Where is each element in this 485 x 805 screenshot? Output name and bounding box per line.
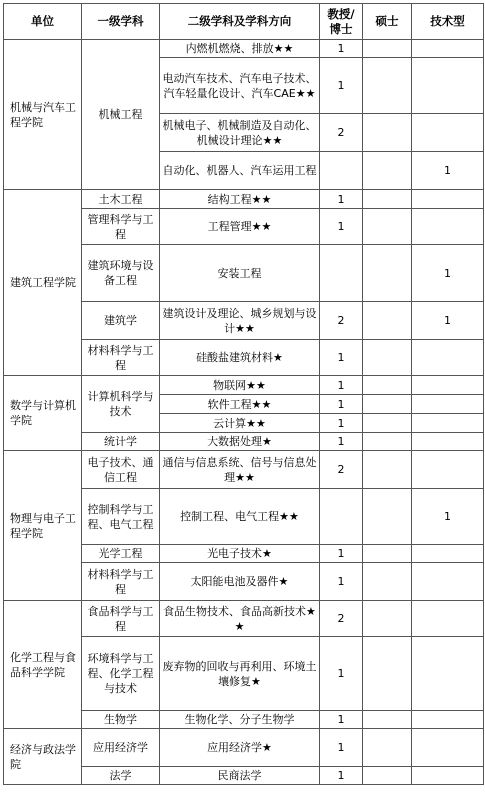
technical-count-cell bbox=[412, 414, 484, 433]
secondary-discipline-cell: 生物化学、分子生物学 bbox=[160, 711, 320, 729]
secondary-discipline-cell: 控制工程、电气工程★★ bbox=[160, 489, 320, 545]
professor-count-cell: 1 bbox=[320, 563, 363, 601]
professor-count-cell: 2 bbox=[320, 302, 363, 340]
table-row bbox=[4, 451, 484, 489]
secondary-discipline-cell: 建筑设计及理论、城乡规划与设计★★ bbox=[160, 302, 320, 340]
secondary-discipline-cell: 通信与信息系统、信号与信息处理★★ bbox=[160, 451, 320, 489]
master-count-cell bbox=[363, 376, 412, 395]
professor-count-cell: 1 bbox=[320, 433, 363, 451]
technical-count-cell bbox=[412, 545, 484, 563]
secondary-discipline-cell: 物联网★★ bbox=[160, 376, 320, 395]
technical-count-cell bbox=[412, 114, 484, 152]
primary-discipline-cell: 生物学 bbox=[82, 711, 160, 729]
master-count-cell bbox=[363, 451, 412, 489]
technical-count-cell bbox=[412, 340, 484, 376]
secondary-discipline-cell: 电动汽车技术、汽车电子技术、汽车轻量化设计、汽车CAE★★ bbox=[160, 58, 320, 114]
master-count-cell bbox=[363, 545, 412, 563]
primary-discipline-cell: 环境科学与工程、化学工程与技术 bbox=[82, 637, 160, 711]
master-count-cell bbox=[363, 601, 412, 637]
technical-count-cell bbox=[412, 40, 484, 58]
secondary-discipline-cell: 软件工程★★ bbox=[160, 395, 320, 414]
professor-count-cell: 1 bbox=[320, 376, 363, 395]
professor-count-cell: 2 bbox=[320, 601, 363, 637]
unit-cell: 经济与政法学院 bbox=[4, 729, 82, 785]
master-count-cell bbox=[363, 395, 412, 414]
master-count-cell bbox=[363, 245, 412, 302]
unit-cell: 机械与汽车工程学院 bbox=[4, 40, 82, 190]
primary-discipline-cell: 土木工程 bbox=[82, 190, 160, 209]
technical-count-cell bbox=[412, 451, 484, 489]
master-count-cell bbox=[363, 40, 412, 58]
primary-discipline-cell: 管理科学与工程 bbox=[82, 209, 160, 245]
table-row bbox=[4, 601, 484, 637]
primary-discipline-cell: 建筑学 bbox=[82, 302, 160, 340]
secondary-discipline-cell: 云计算★★ bbox=[160, 414, 320, 433]
primary-discipline-cell: 控制科学与工程、电气工程 bbox=[82, 489, 160, 545]
secondary-discipline-cell: 食品生物技术、食品高新技术★★ bbox=[160, 601, 320, 637]
professor-count-cell: 1 bbox=[320, 767, 363, 785]
professor-count-cell: 1 bbox=[320, 414, 363, 433]
table-row bbox=[4, 376, 484, 395]
professor-count-cell: 2 bbox=[320, 451, 363, 489]
professor-count-cell: 1 bbox=[320, 209, 363, 245]
master-count-cell bbox=[363, 152, 412, 190]
technical-count-cell bbox=[412, 58, 484, 114]
primary-discipline-cell: 法学 bbox=[82, 767, 160, 785]
discipline-table bbox=[3, 3, 484, 785]
header-row bbox=[4, 4, 484, 40]
technical-count-cell: 1 bbox=[412, 152, 484, 190]
master-count-cell bbox=[363, 302, 412, 340]
technical-count-cell bbox=[412, 395, 484, 414]
primary-discipline-cell: 电子技术、通信工程 bbox=[82, 451, 160, 489]
technical-count-cell bbox=[412, 190, 484, 209]
professor-count-cell: 1 bbox=[320, 637, 363, 711]
technical-count-cell bbox=[412, 601, 484, 637]
technical-count-cell: 1 bbox=[412, 245, 484, 302]
professor-count-cell bbox=[320, 245, 363, 302]
primary-discipline-cell: 应用经济学 bbox=[82, 729, 160, 767]
secondary-discipline-cell: 太阳能电池及器件★ bbox=[160, 563, 320, 601]
header-unit: 单位 bbox=[4, 4, 82, 40]
master-count-cell bbox=[363, 489, 412, 545]
unit-cell: 物理与电子工程学院 bbox=[4, 451, 82, 601]
page bbox=[3, 3, 484, 785]
professor-count-cell: 1 bbox=[320, 395, 363, 414]
secondary-discipline-cell: 自动化、机器人、汽车运用工程 bbox=[160, 152, 320, 190]
secondary-discipline-cell: 应用经济学★ bbox=[160, 729, 320, 767]
professor-count-cell: 1 bbox=[320, 711, 363, 729]
technical-count-cell bbox=[412, 563, 484, 601]
technical-count-cell bbox=[412, 767, 484, 785]
secondary-discipline-cell: 民商法学 bbox=[160, 767, 320, 785]
primary-discipline-cell: 机械工程 bbox=[82, 40, 160, 190]
technical-count-cell bbox=[412, 376, 484, 395]
header-technical: 技术型 bbox=[412, 4, 484, 40]
header-professor-doctor: 教授/博士 bbox=[320, 4, 363, 40]
master-count-cell bbox=[363, 767, 412, 785]
unit-cell: 化学工程与食品科学学院 bbox=[4, 601, 82, 729]
master-count-cell bbox=[363, 58, 412, 114]
unit-cell: 建筑工程学院 bbox=[4, 190, 82, 376]
header-secondary-discipline: 二级学科及学科方向 bbox=[160, 4, 320, 40]
table-row bbox=[4, 729, 484, 767]
professor-count-cell bbox=[320, 489, 363, 545]
secondary-discipline-cell: 安装工程 bbox=[160, 245, 320, 302]
master-count-cell bbox=[363, 190, 412, 209]
professor-count-cell: 1 bbox=[320, 40, 363, 58]
master-count-cell bbox=[363, 209, 412, 245]
technical-count-cell: 1 bbox=[412, 302, 484, 340]
secondary-discipline-cell: 光电子技术★ bbox=[160, 545, 320, 563]
master-count-cell bbox=[363, 563, 412, 601]
master-count-cell bbox=[363, 637, 412, 711]
master-count-cell bbox=[363, 414, 412, 433]
technical-count-cell bbox=[412, 209, 484, 245]
technical-count-cell bbox=[412, 637, 484, 711]
primary-discipline-cell: 建筑环境与设备工程 bbox=[82, 245, 160, 302]
secondary-discipline-cell: 结构工程★★ bbox=[160, 190, 320, 209]
primary-discipline-cell: 材料科学与工程 bbox=[82, 340, 160, 376]
professor-count-cell: 1 bbox=[320, 340, 363, 376]
professor-count-cell: 1 bbox=[320, 58, 363, 114]
primary-discipline-cell: 计算机科学与技术 bbox=[82, 376, 160, 433]
professor-count-cell: 1 bbox=[320, 545, 363, 563]
secondary-discipline-cell: 硅酸盐建筑材料★ bbox=[160, 340, 320, 376]
table-row bbox=[4, 40, 484, 58]
secondary-discipline-cell: 内燃机燃烧、排放★★ bbox=[160, 40, 320, 58]
professor-count-cell: 1 bbox=[320, 190, 363, 209]
master-count-cell bbox=[363, 114, 412, 152]
technical-count-cell bbox=[412, 433, 484, 451]
professor-count-cell bbox=[320, 152, 363, 190]
technical-count-cell bbox=[412, 711, 484, 729]
table-body bbox=[4, 40, 484, 785]
technical-count-cell bbox=[412, 729, 484, 767]
professor-count-cell: 1 bbox=[320, 729, 363, 767]
secondary-discipline-cell: 废弃物的回收与再利用、环境土壤修复★ bbox=[160, 637, 320, 711]
technical-count-cell: 1 bbox=[412, 489, 484, 545]
header-master: 硕士 bbox=[363, 4, 412, 40]
master-count-cell bbox=[363, 433, 412, 451]
primary-discipline-cell: 统计学 bbox=[82, 433, 160, 451]
header-primary-discipline: 一级学科 bbox=[82, 4, 160, 40]
primary-discipline-cell: 材料科学与工程 bbox=[82, 563, 160, 601]
unit-cell: 数学与计算机学院 bbox=[4, 376, 82, 451]
master-count-cell bbox=[363, 729, 412, 767]
secondary-discipline-cell: 大数据处理★ bbox=[160, 433, 320, 451]
primary-discipline-cell: 食品科学与工程 bbox=[82, 601, 160, 637]
secondary-discipline-cell: 工程管理★★ bbox=[160, 209, 320, 245]
master-count-cell bbox=[363, 340, 412, 376]
secondary-discipline-cell: 机械电子、机械制造及自动化、机械设计理论★★ bbox=[160, 114, 320, 152]
professor-count-cell: 2 bbox=[320, 114, 363, 152]
primary-discipline-cell: 光学工程 bbox=[82, 545, 160, 563]
table-row bbox=[4, 190, 484, 209]
master-count-cell bbox=[363, 711, 412, 729]
